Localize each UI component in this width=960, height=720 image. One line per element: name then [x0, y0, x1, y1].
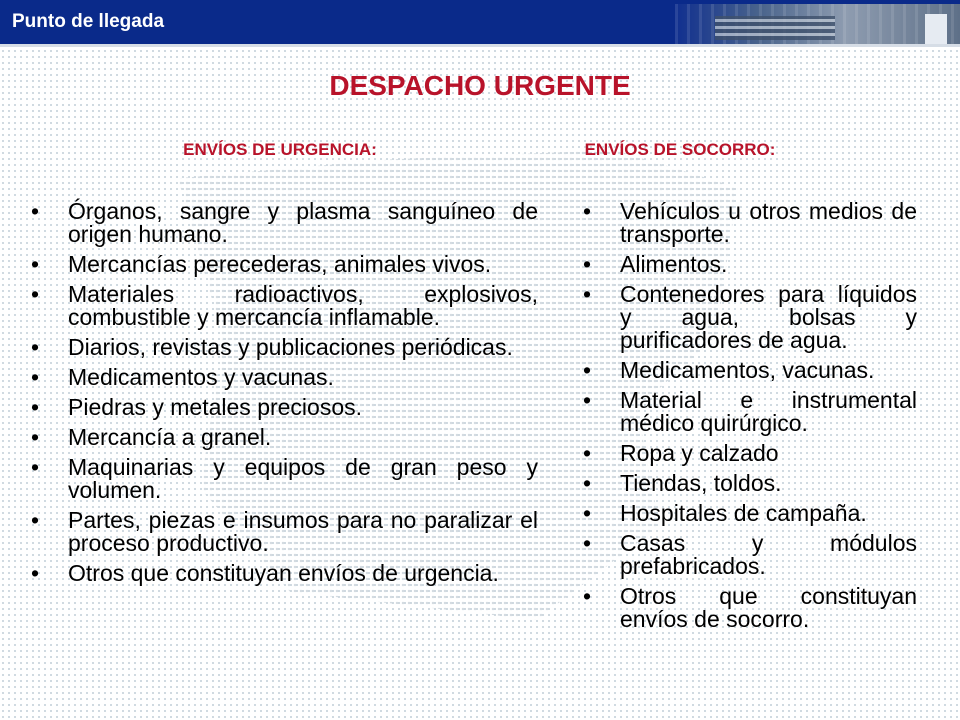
header-divider	[0, 44, 960, 47]
list-item: • Mercancías perecederas, animales vivos.	[30, 253, 538, 276]
list-item: • Órganos, sangre y plasma sanguíneo de origen humano.	[30, 200, 538, 246]
list-item: • Tiendas, toldos.	[582, 472, 917, 495]
relief-shipments-heading: ENVÍOS DE SOCORRO:	[584, 140, 776, 159]
list-item: • Material e instrumental médico quirúrgico.	[582, 389, 917, 435]
list-item: • Vehículos u otros medios de transporte.	[582, 200, 917, 246]
list-item: • Mercancía a granel.	[30, 426, 538, 449]
list-item: • Maquinarias y equipos de gran peso y volumen.	[30, 456, 538, 502]
header-photo-image	[675, 4, 960, 44]
list-item: • Alimentos.	[582, 253, 917, 276]
list-item: • Otros que constituyan envíos de socorro.	[582, 585, 917, 631]
list-item: • Medicamentos, vacunas.	[582, 359, 917, 382]
list-item: • Casas y módulos prefabricados.	[582, 532, 917, 578]
list-item: • Medicamentos y vacunas.	[30, 366, 538, 389]
page-title: DESPACHO URGENTE	[329, 70, 631, 101]
list-item: • Diarios, revistas y publicaciones periódicas.	[30, 336, 538, 359]
header-bar	[0, 0, 960, 44]
list-item: • Otros que constituyan envíos de urgencia.	[30, 562, 538, 585]
list-item: • Piedras y metales preciosos.	[30, 396, 538, 419]
list-item: • Hospitales de campaña.	[582, 502, 917, 525]
list-item: • Contenedores para líquidos y agua, bolsas y purificadores de agua.	[582, 283, 917, 352]
list-item: • Materiales radioactivos, explosivos, combustible y mercancía inflamable.	[30, 283, 538, 329]
list-item: • Partes, piezas e insumos para no paralizar el proceso productivo.	[30, 509, 538, 555]
list-item: • Ropa y calzado	[582, 442, 917, 465]
urgent-shipments-list	[30, 200, 538, 592]
urgent-shipments-heading: ENVÍOS DE URGENCIA:	[183, 140, 377, 159]
relief-shipments-list	[582, 200, 917, 638]
header-title: Punto de llegada	[12, 11, 165, 32]
